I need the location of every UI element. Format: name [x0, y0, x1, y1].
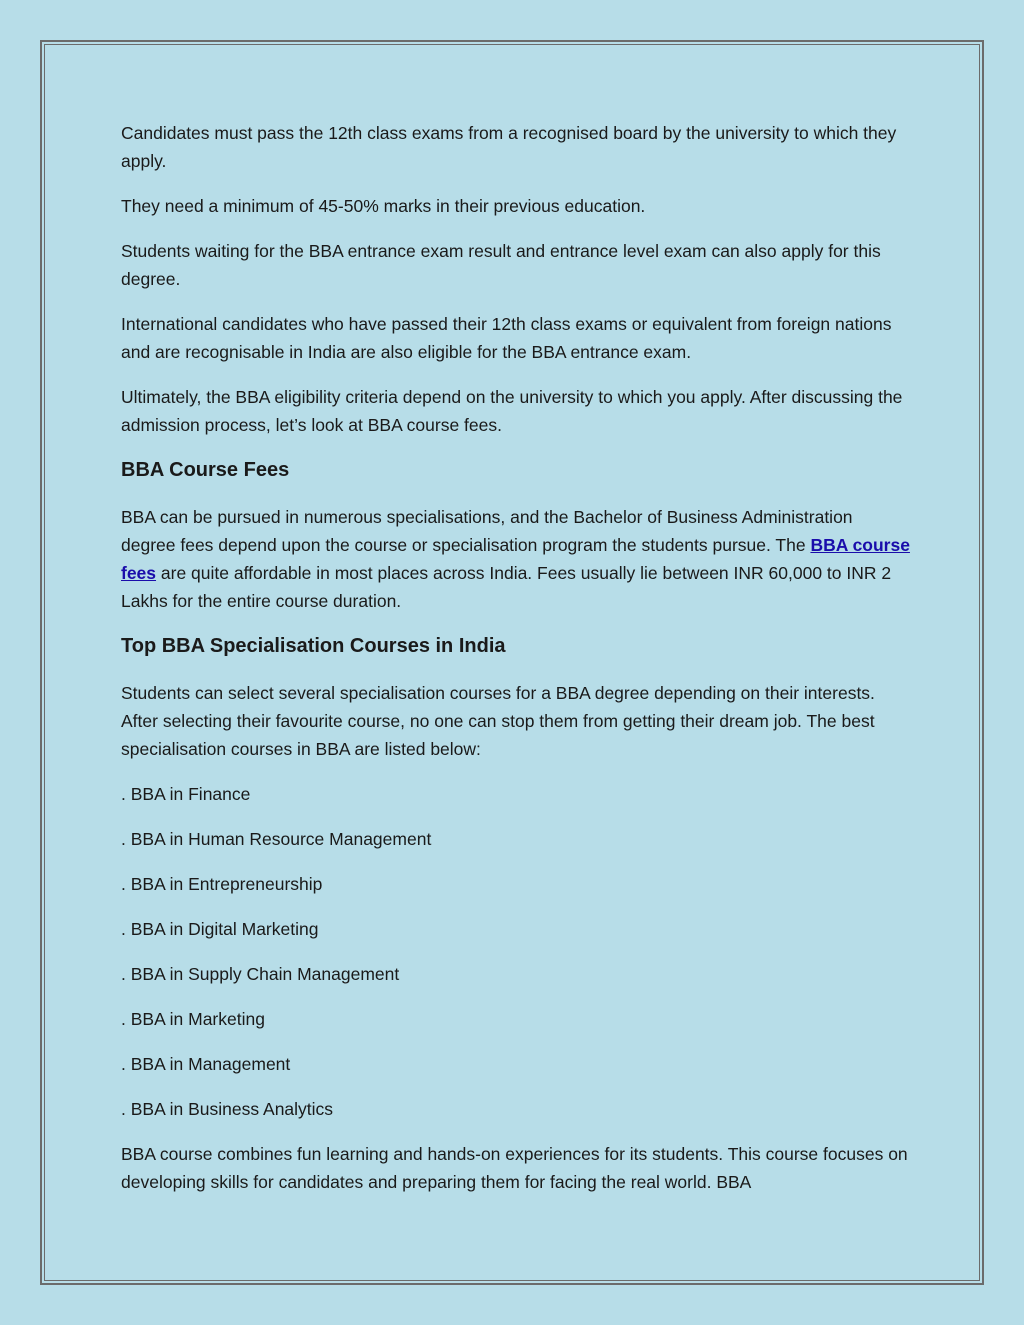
paragraph-closing: BBA course combines fun learning and hands-on experiences for its students. This course focuses on developing skills for candidates and preparing them for facing the real world. BBA — [121, 1144, 908, 1192]
list-item: . BBA in Business Analytics — [121, 1099, 334, 1119]
paragraph-minimum-marks: They need a minimum of 45-50% marks in their previous education. — [121, 196, 646, 216]
paragraph-course-fees — [121, 503, 911, 615]
bba-course-fees-link[interactable]: BBA course fees — [121, 535, 910, 583]
list-item: . BBA in Management — [121, 1054, 291, 1074]
list-item: . BBA in Entrepreneurship — [121, 874, 323, 894]
specialisation-list — [121, 780, 911, 1123]
paragraph-waiting-result: Students waiting for the BBA entrance exam result and entrance level exam can also apply for this degree. — [121, 241, 881, 289]
fees-text-before-link: BBA can be pursued in numerous specialisations, and the Bachelor of Business Administration degree fees depend upon the course or specialisation program the students pursue. The — [121, 507, 853, 555]
document-content — [121, 119, 911, 1213]
paragraph-eligibility-criteria: Ultimately, the BBA eligibility criteria depend on the university to which you apply. After discussing the admission process, let’s look at BBA course fees. — [121, 387, 903, 435]
paragraph-international-candidates: International candidates who have passed their 12th class exams or equivalent from foreign nations and are recognisable in India are also eligible for the BBA entrance exam. — [121, 314, 892, 362]
list-item: . BBA in Digital Marketing — [121, 919, 319, 939]
list-item: . BBA in Marketing — [121, 1009, 265, 1029]
paragraph-pass-12th: Candidates must pass the 12th class exams from a recognised board by the university to which they apply. — [121, 123, 897, 171]
list-item: . BBA in Supply Chain Management — [121, 964, 400, 984]
paragraph-specialisation-intro: Students can select several specialisation courses for a BBA degree depending on their interests. After selecting their favourite course, no one can stop them from getting their dream job. The best specialisation courses in BBA are listed below: — [121, 683, 875, 759]
list-item: . BBA in Human Resource Management — [121, 829, 432, 849]
list-item: . BBA in Finance — [121, 784, 251, 804]
heading-top-specialisations: Top BBA Specialisation Courses in India — [121, 635, 506, 657]
fees-text-after-link: are quite affordable in most places across India. Fees usually lie between INR 60,000 to INR 2 Lakhs for the entire course duration. — [121, 563, 892, 611]
heading-course-fees: BBA Course Fees — [121, 459, 290, 481]
